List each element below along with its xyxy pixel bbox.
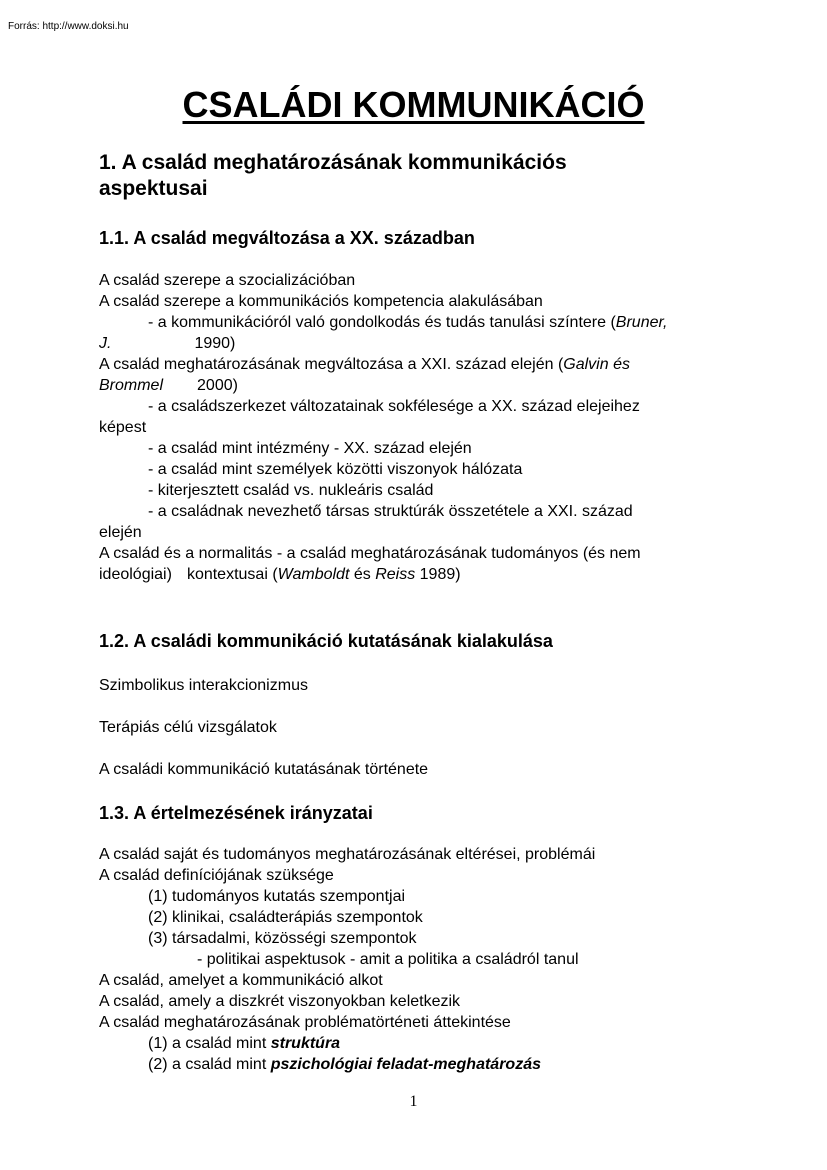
text-line: (1) a család mint struktúra (148, 1035, 341, 1052)
text-line: (2) a család mint pszichológiai feladat-meghatározás (148, 1056, 541, 1073)
text-line: A család, amely a diszkrét viszonyokban keletkezik (99, 993, 461, 1010)
text-line: A család definíciójának szüksége (99, 867, 334, 884)
heading-line: 1. A család meghatározásának kommunikációs (99, 151, 567, 174)
text-line: - politikai aspektusok - amit a politika a családról tanul (197, 951, 579, 968)
text-line: - kiterjesztett család vs. nukleáris család (148, 482, 434, 499)
text-line: A család meghatározásának megváltozása a XXI. század elején (Galvin és (99, 356, 630, 373)
text-line: (3) társadalmi, közösségi szempontok (148, 930, 417, 947)
text-line: Terápiás célú vizsgálatok (99, 719, 277, 736)
text-line: A család meghatározásának problématörténeti áttekintése (99, 1014, 511, 1031)
text-line: elején (99, 524, 142, 541)
section-1-2-heading: 1.2. A családi kommunikáció kutatásának kialakulása (99, 631, 553, 651)
section-1-3 (99, 802, 739, 824)
section-1-1-body (99, 270, 739, 585)
text-line: képest (99, 419, 147, 436)
document-title: CSALÁDI KOMMUNIKÁCIÓ (182, 84, 645, 125)
section-1-2-body (99, 759, 739, 780)
text-line: (2) klinikai, családterápiás szempontok (148, 909, 423, 926)
section-1-1 (99, 227, 739, 249)
text-line: A család és a normalitás - a család meghatározásának tudományos (és nem (99, 545, 641, 562)
text-line: A család szerepe a szocializációban (99, 272, 356, 289)
text-line: - a család mint intézmény - XX. század elején (148, 440, 472, 457)
source-note: Forrás: http://www.doksi.hu (8, 21, 129, 32)
section-1-2-body (99, 675, 739, 696)
text-line: ideológiai) kontextusai (Wamboldt és Reiss 1989) (99, 566, 461, 583)
text-line: A család, amelyet a kommunikáció alkot (99, 972, 383, 989)
section-1-2 (99, 630, 739, 652)
text-line: - a családszerkezet változatainak sokfélesége a XX. század elejeihez (148, 398, 640, 415)
section-1-2-body (99, 717, 739, 738)
section-1-1-heading: 1.1. A család megváltozása a XX. században (99, 228, 475, 248)
page-number: 1 (409, 1093, 418, 1110)
text-line: A családi kommunikáció kutatásának története (99, 761, 429, 778)
text-line: A család saját és tudományos meghatározásának eltérései, problémái (99, 846, 596, 863)
text-line: A család szerepe a kommunikációs kompetencia alakulásában (99, 293, 543, 310)
text-line: - a kommunikációról való gondolkodás és tudás tanulási színtere (Bruner, (148, 314, 668, 331)
text-line: Brommel 2000) (99, 377, 238, 394)
text-line: Szimbolikus interakcionizmus (99, 677, 308, 694)
text-line: (1) tudományos kutatás szempontjai (148, 888, 406, 905)
text-line: - a családnak nevezhető társas struktúrák összetétele a XXI. század (148, 503, 633, 520)
text-line: J. 1990) (99, 335, 236, 352)
section-1-3-heading: 1.3. A értelmezésének irányzatai (99, 803, 373, 823)
section-1-3-body (99, 844, 739, 1075)
text-line: - a család mint személyek közötti viszonyok hálózata (148, 461, 523, 478)
heading-line: aspektusai (99, 177, 208, 200)
section-1-heading (99, 150, 739, 202)
